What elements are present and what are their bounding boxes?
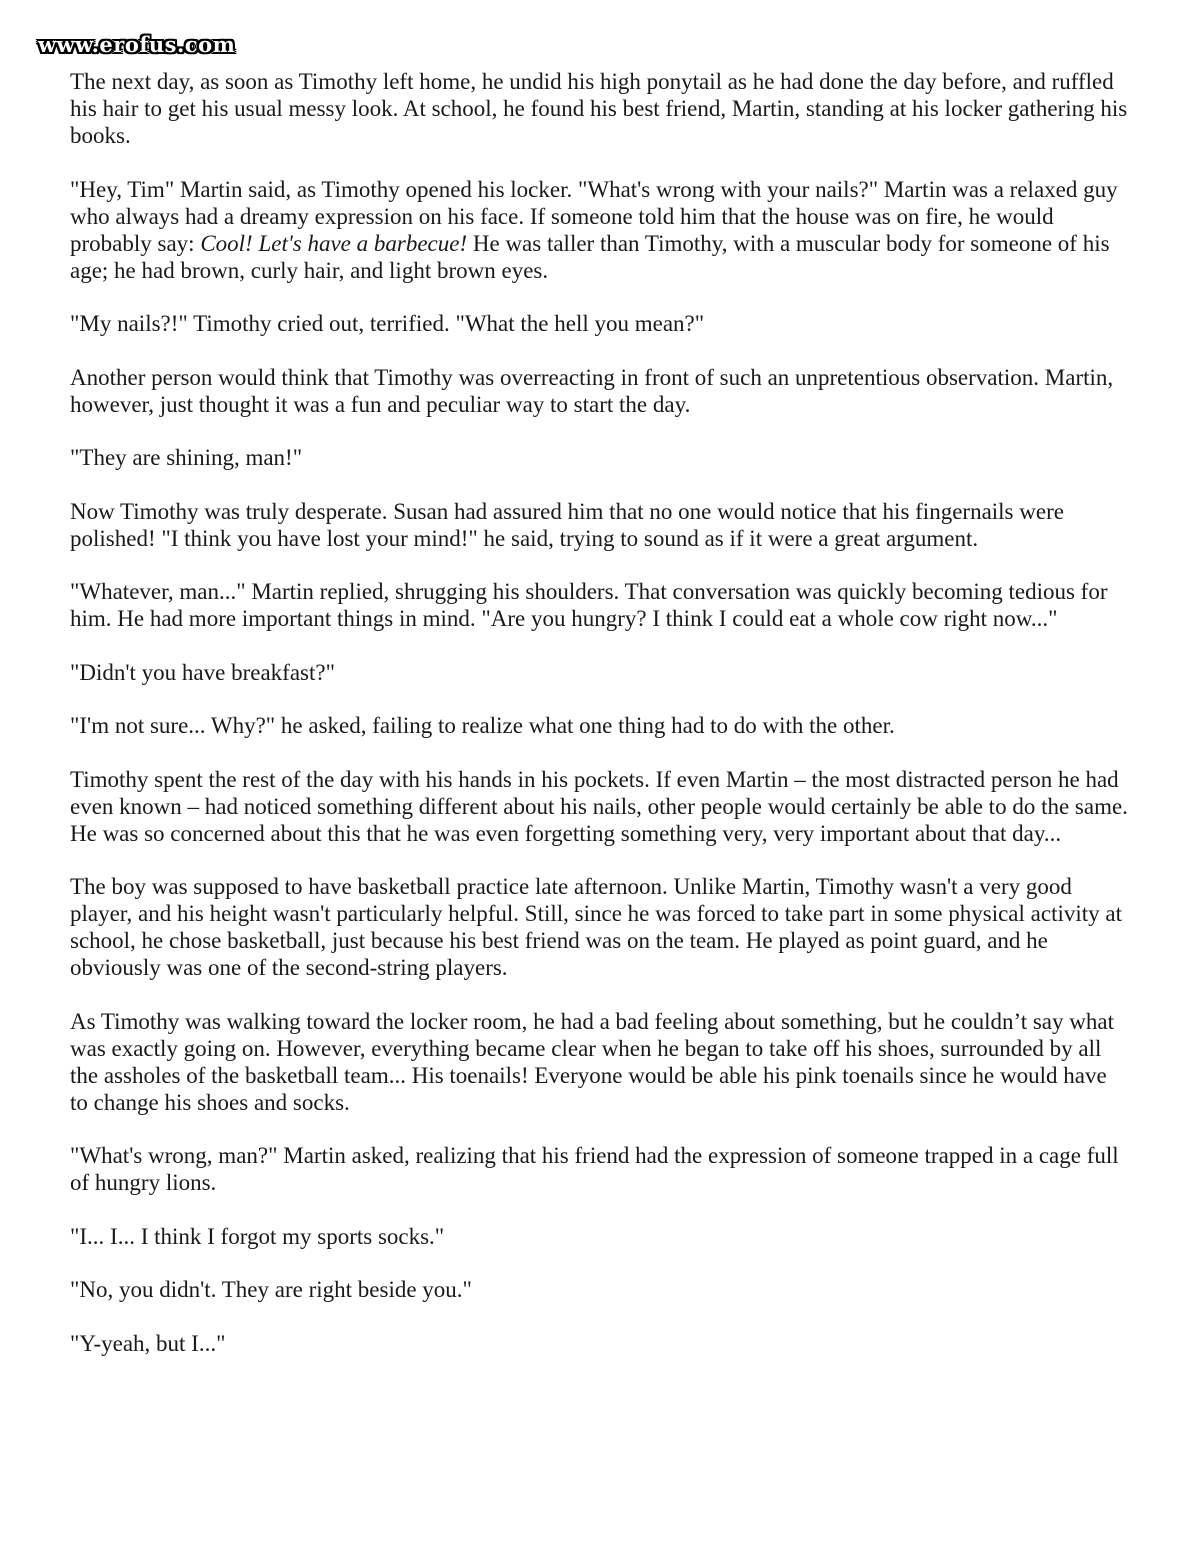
paragraph: "What's wrong, man?" Martin asked, realizing that his friend had the expression of someone trapped in a cage full of hungry lions. [70, 1143, 1119, 1195]
paragraph: "My nails?!" Timothy cried out, terrified. "What the hell you mean?" [70, 311, 705, 336]
paragraph-text: "Hey, Tim" Martin said, as Timothy opened his locker. "What's wrong with your nails?" Martin was a relaxed guy who always had a dreamy expression on his face. If someone told him that the house was on fire, he would probably say: [70, 176, 1118, 256]
paragraph: As Timothy was walking toward the locker room, he had a bad feeling about something, but he couldn’t say what was exactly going on. However, everything became clear when he began to take off his shoes, surrounded by all the assholes of the basketball team... His toenails! Everyone would be able his pink toenails since he would have to change his shoes and socks. [70, 1008, 1114, 1115]
paragraph: Timothy spent the rest of the day with his hands in his pockets. If even Martin – the most distracted person he had even known – had noticed something different about his nails, other people would certainly be able to do the same. He was so concerned about this that he was even forgetting something very, very important about that day... [70, 766, 1128, 846]
paragraph: "No, you didn't. They are right beside you." [70, 1277, 472, 1302]
paragraph: "Whatever, man..." Martin replied, shrugging his shoulders. That conversation was quickly becoming tedious for him. He had more important things in mind. "Are you hungry? I think I could eat a whole cow right now..." [70, 579, 1108, 631]
paragraph: The boy was supposed to have basketball practice late afternoon. Unlike Martin, Timothy wasn't a very good player, and his height wasn't particularly helpful. Still, since he was forced to take part in some physical activity at school, he chose basketball, just because his best friend was on the team. He played as point guard, and he obviously was one of the second-string players. [70, 874, 1122, 980]
watermark: www.erofus.com [38, 32, 236, 57]
paragraph: "I'm not sure... Why?" he asked, failing to realize what one thing had to do with the other. [70, 713, 895, 738]
page-text [70, 68, 1130, 1383]
paragraph-italic: Cool! Let's have a barbecue! [200, 230, 468, 256]
paragraph: "Didn't you have breakfast?" [70, 659, 335, 685]
paragraph: Another person would think that Timothy was overreacting in front of such an unpretentious observation. Martin, however, just thought it was a fun and peculiar way to start the day. [70, 364, 1114, 417]
paragraph [70, 176, 1130, 284]
paragraph-text: He was taller than Timothy, with a muscular body for someone of his age; he had brown, curly hair, and light brown eyes. [70, 230, 1110, 283]
paragraph: "I... I... I think I forgot my sports socks." [70, 1223, 445, 1249]
paragraph: "They are shining, man!" [70, 445, 303, 470]
paragraph: Now Timothy was truly desperate. Susan had assured him that no one would notice that his fingernails were polished! "I think you have lost your mind!" he said, trying to sound as if it were a great argument. [70, 498, 1064, 551]
paragraph: The next day, as soon as Timothy left home, he undid his high ponytail as he had done the day before, and ruffled his hair to get his usual messy look. At school, he found his best friend, Martin, standing at his locker gathering his books. [70, 69, 1128, 148]
paragraph: "Y-yeah, but I..." [70, 1330, 226, 1356]
